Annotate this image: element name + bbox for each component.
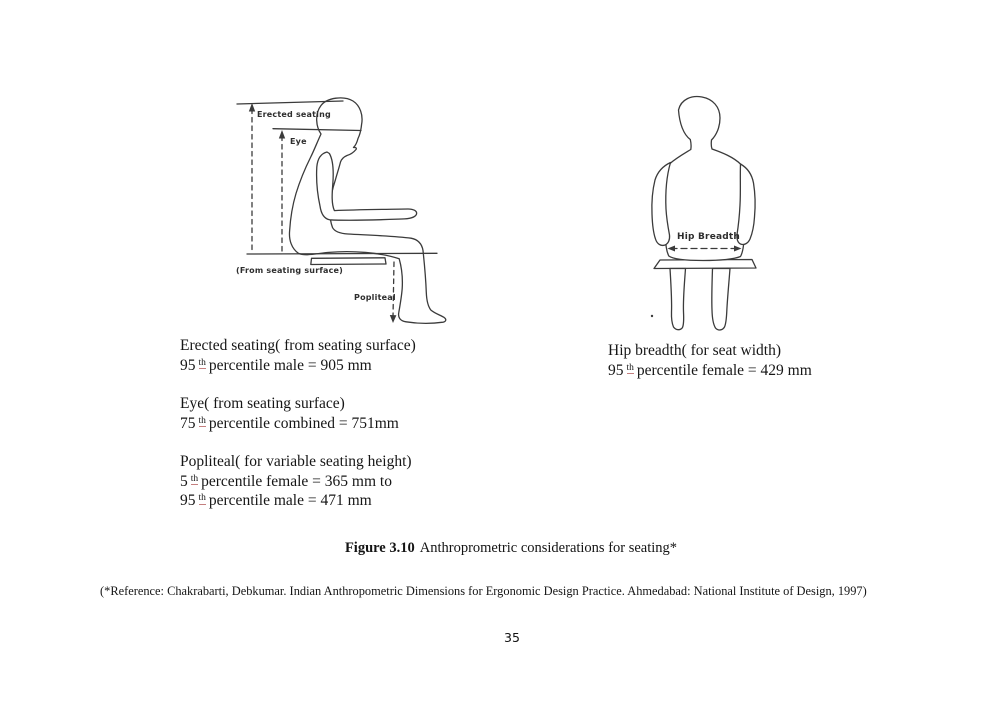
eye-label: Eye bbox=[290, 137, 307, 146]
person-right-leg bbox=[712, 269, 730, 330]
measurement-hip-breadth bbox=[608, 341, 812, 380]
percentile-number: 95 bbox=[180, 492, 196, 509]
seating-surface-line bbox=[247, 253, 437, 254]
person-left-leg bbox=[670, 269, 686, 330]
measurement-title: Hip breadth( for seat width) bbox=[608, 342, 782, 359]
seated-person-side-view-drawing bbox=[230, 90, 475, 335]
page-number: 35 bbox=[504, 630, 520, 645]
ordinal-suffix: th bbox=[626, 362, 634, 373]
percentile-number: 75 bbox=[180, 414, 196, 432]
measurement-popliteal bbox=[180, 452, 412, 511]
person-arm-outline bbox=[317, 152, 417, 220]
figure-back-view bbox=[640, 90, 800, 340]
percentile-text: percentile female = 365 mm to bbox=[201, 472, 392, 490]
measurement-erected-seating bbox=[180, 336, 416, 375]
percentile-text: percentile male = 905 mm bbox=[208, 356, 372, 374]
from-seating-surface-label: (From seating surface) bbox=[236, 266, 344, 275]
stray-dot bbox=[651, 315, 653, 317]
percentile-text: percentile female = 429 mm bbox=[636, 361, 812, 379]
measurement-value-line bbox=[608, 361, 812, 381]
ordinal-suffix: th bbox=[198, 493, 206, 503]
figure-caption bbox=[0, 540, 1000, 557]
popliteal-dimension-line bbox=[393, 262, 394, 317]
measurement-value-line bbox=[180, 356, 416, 376]
measurement-value-line bbox=[180, 414, 399, 434]
ordinal-suffix: th bbox=[190, 473, 199, 484]
ordinal-suffix: th bbox=[198, 415, 206, 426]
arrow-up-icon bbox=[279, 130, 285, 139]
measurement-eye bbox=[180, 394, 399, 433]
reference-note: (*Reference: Chakrabarti, Debkumar. Indian Anthropometric Dimensions for Ergonomic Design Practice. Ahmedabad: National Institute of Design, 1997) bbox=[100, 584, 867, 598]
seated-person-back-view-drawing bbox=[640, 90, 800, 340]
arrow-down-icon bbox=[390, 315, 397, 323]
percentile-text: percentile male = 471 mm bbox=[208, 492, 372, 509]
ordinal-suffix: th bbox=[198, 357, 206, 368]
erected-seating-label: Erected seating bbox=[257, 110, 331, 119]
popliteal-label: Popliteal bbox=[354, 293, 396, 302]
measurement-title: Eye( from seating surface) bbox=[180, 395, 345, 412]
figure-caption-text: Anthroprometric considerations for seating* bbox=[419, 540, 678, 556]
percentile-number: 95 bbox=[180, 356, 196, 374]
figure-caption-number: Figure 3.10 bbox=[344, 540, 415, 556]
figure-side-view bbox=[230, 90, 475, 335]
percentile-number: 95 bbox=[608, 361, 624, 379]
measurement-title: Erected seating( from seating surface) bbox=[180, 337, 416, 354]
measurement-value-line bbox=[180, 491, 412, 511]
hip-breadth-label: Hip Breadth bbox=[677, 232, 741, 242]
percentile-text: percentile combined = 751mm bbox=[208, 414, 399, 432]
bench-seat bbox=[311, 258, 386, 265]
measurement-value-line bbox=[180, 472, 412, 492]
percentile-number: 5 bbox=[180, 472, 188, 490]
measurement-title: Popliteal( for variable seating height) bbox=[180, 453, 412, 470]
